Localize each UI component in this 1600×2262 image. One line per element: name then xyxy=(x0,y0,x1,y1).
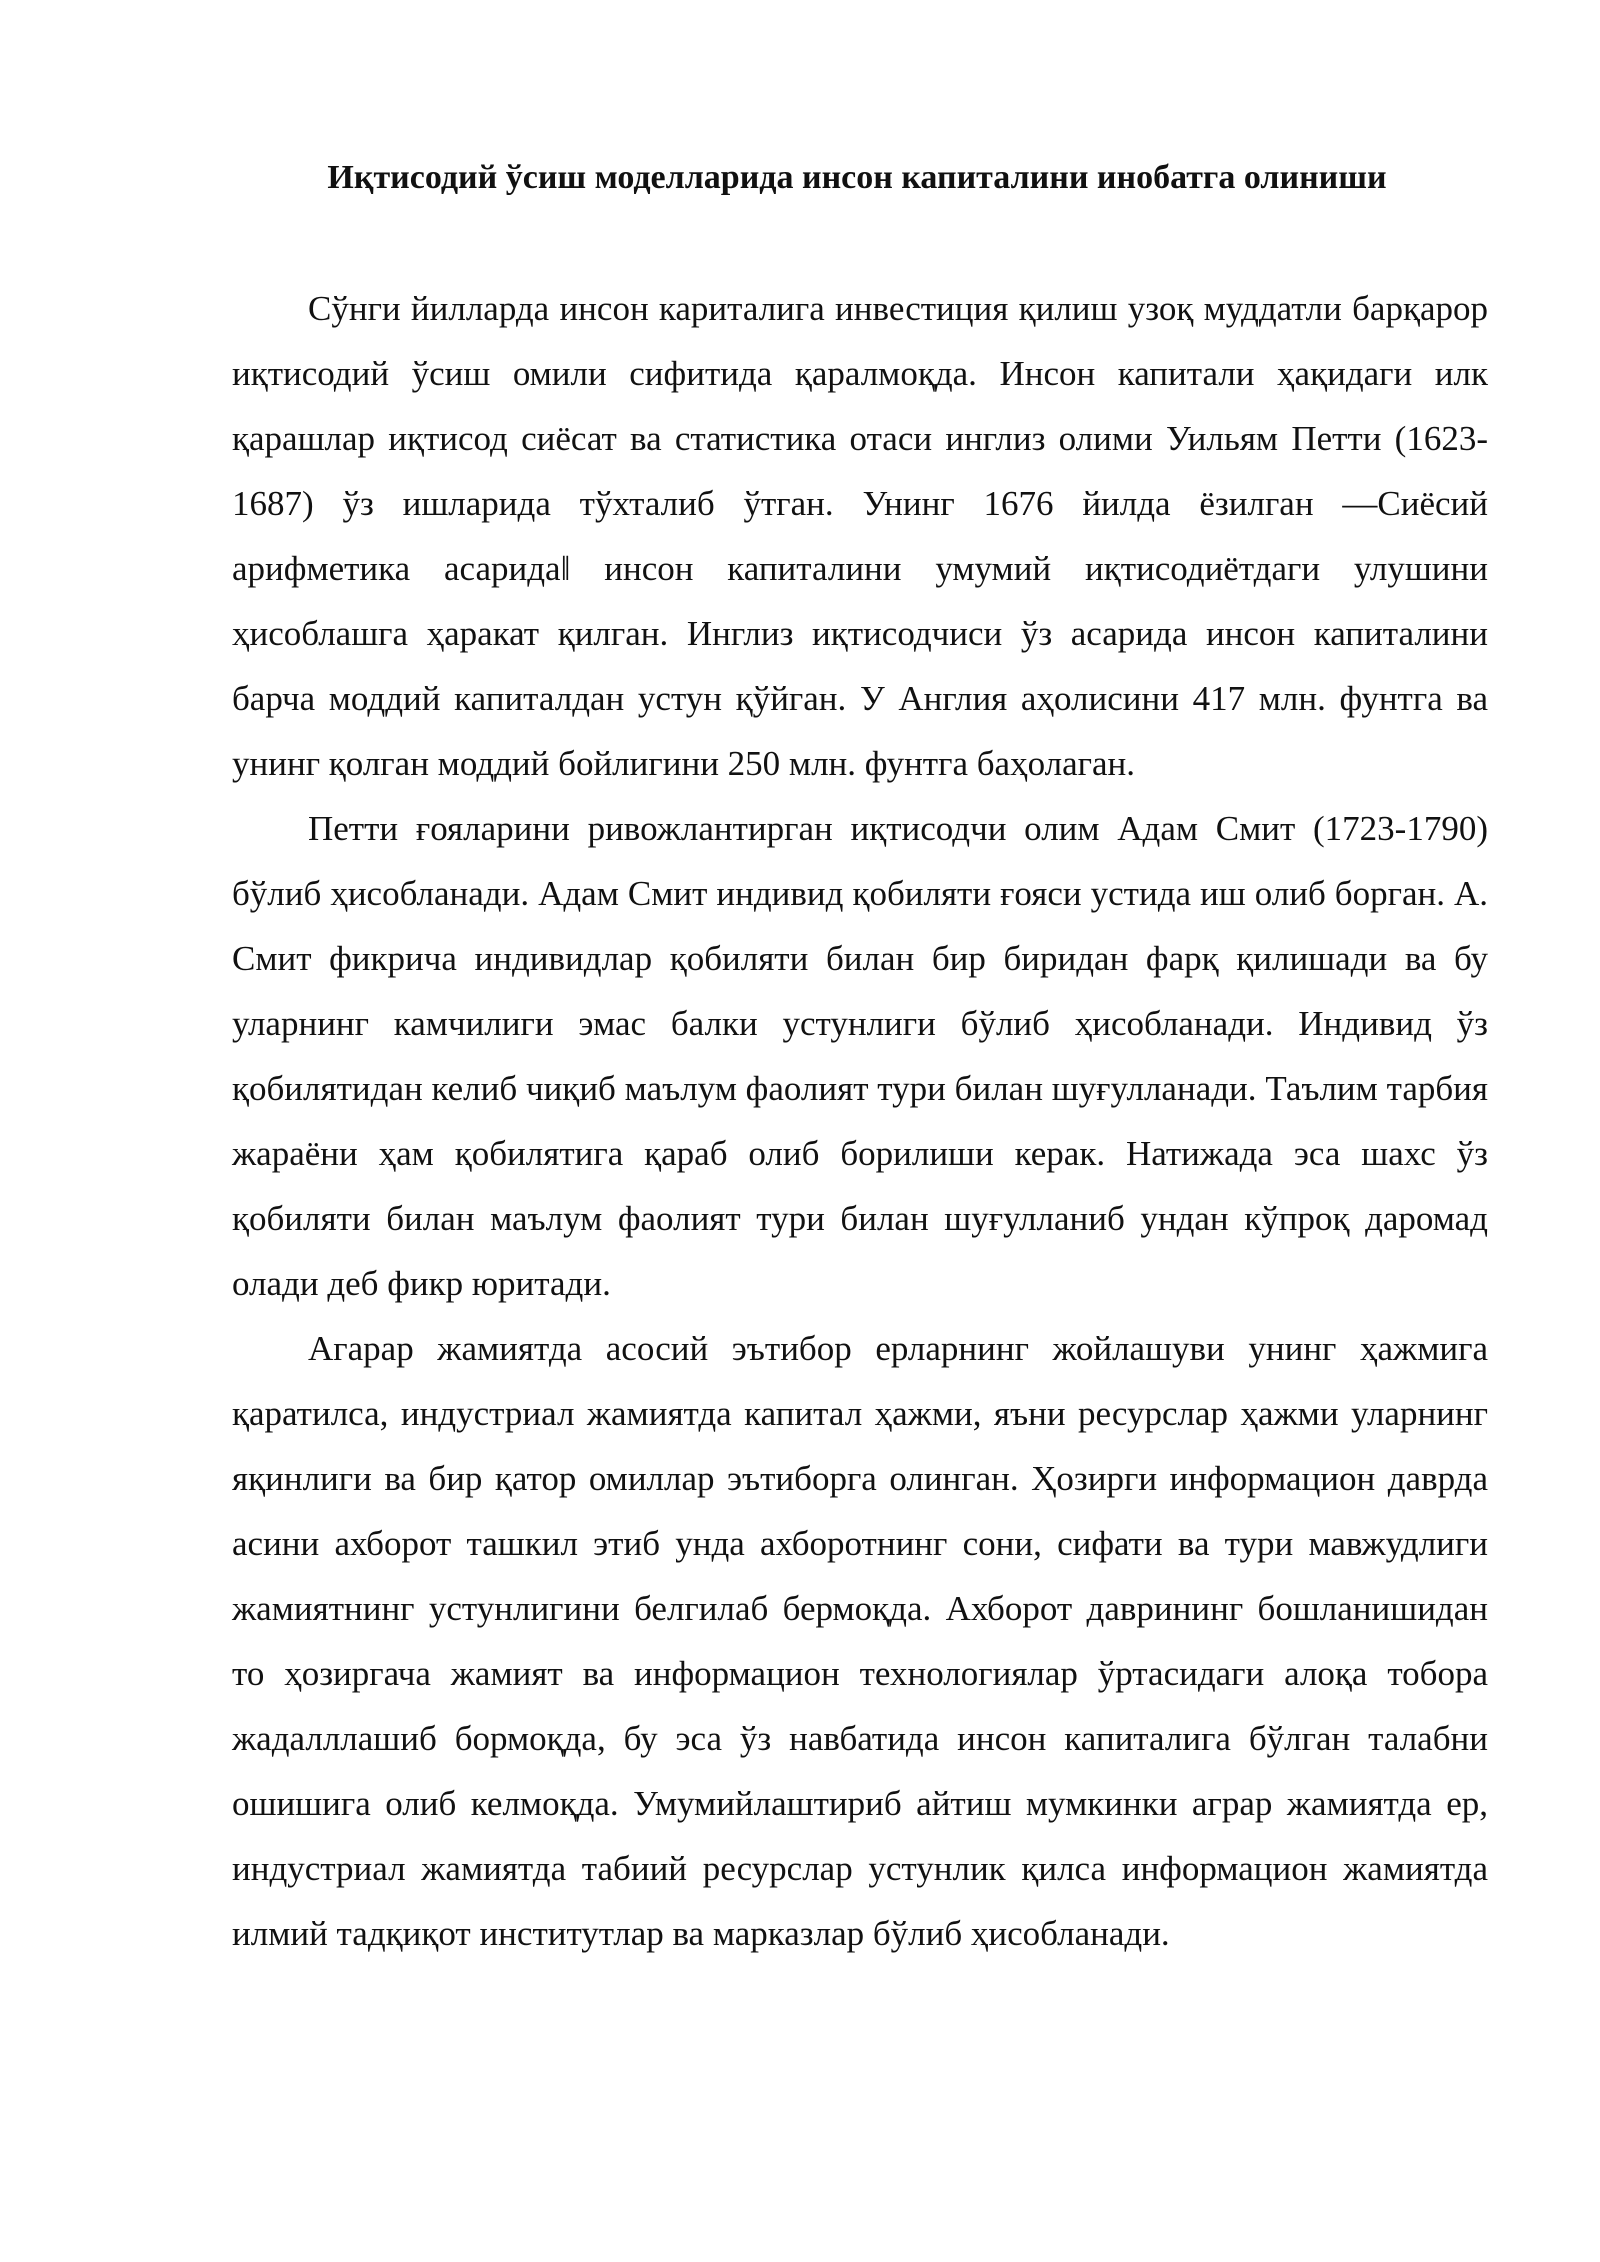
document-title: Иқтисодий ўсиш моделларида инсон капиталини инобатга олиниши xyxy=(327,159,1387,196)
paragraph-1: Сўнги йилларда инсон кариталига инвестиция қилиш узоқ муддатли барқарор иқтисодий ўсиш омили сифитида қаралмоқда. Инсон капитали ҳақидаги илк қарашлар иқтисод сиёсат ва статистика отаси инглиз олими Уильям Петти (1623-1687) ўз ишларида тўхталиб ўтган. Унинг 1676 йилда ёзилган ―Сиёсий арифметика асарида‖ инсон капиталини умумий иқтисодиётдаги улушини ҳисоблашга ҳаракат қилган. Инглиз иқтисодчиси ўз асарида инсон капиталини барча моддий капиталдан устун қўйган. У Англия аҳолисини 417 млн. фунтга ва унинг қолган моддий бойлигини 250 млн. фунтга баҳолаган. xyxy=(232,289,1488,783)
paragraph-3: Агарар жамиятда асосий эътибор ерларнинг жойлашуви унинг ҳажмига қаратилса, индустриал жамиятда капитал ҳажми, яъни ресурслар ҳажми уларнинг яқинлиги ва бир қатор омиллар эътиборга олинган. Ҳозирги информацион даврда асини ахборот ташкил этиб унда ахборотнинг сони, сифати ва тури мавжудлиги жамиятнинг устунлигини белгилаб бермоқда. Ахборот даврининг бошланишидан то ҳозиргача жамият ва информацион технологиялар ўртасидаги алоқа тобора жадалллашиб бормоқда, бу эса ўз навбатида инсон капиталига бўлган талабни ошишига олиб келмоқда. Умумийлаштириб айтиш мумкинки аграр жамиятда ер, индустриал жамиятда табиий ресурслар устунлик қилса информацион жамиятда илмий тадқиқот институтлар ва марказлар бўлиб ҳисобланади. xyxy=(232,1329,1488,1953)
document-body xyxy=(232,276,1488,1966)
paragraph-2: Петти ғояларини ривожлантирган иқтисодчи олим Адам Смит (1723-1790) бўлиб ҳисобланади. Адам Смит индивид қобиляти ғояси устида иш олиб борган. А. Смит фикрича индивидлар қобиляти билан бир биридан фарқ қилишади ва бу уларнинг камчилиги эмас балки устунлиги бўлиб ҳисобланади. Индивид ўз қобилятидан келиб чиқиб маълум фаолият тури билан шуғулланади. Таълим тарбия жараёни ҳам қобилятига қараб олиб борилиши керак. Натижада эса шахс ўз қобиляти билан маълум фаолият тури билан шуғулланиб ундан кўпроқ даромад олади деб фикр юритади. xyxy=(232,809,1488,1303)
